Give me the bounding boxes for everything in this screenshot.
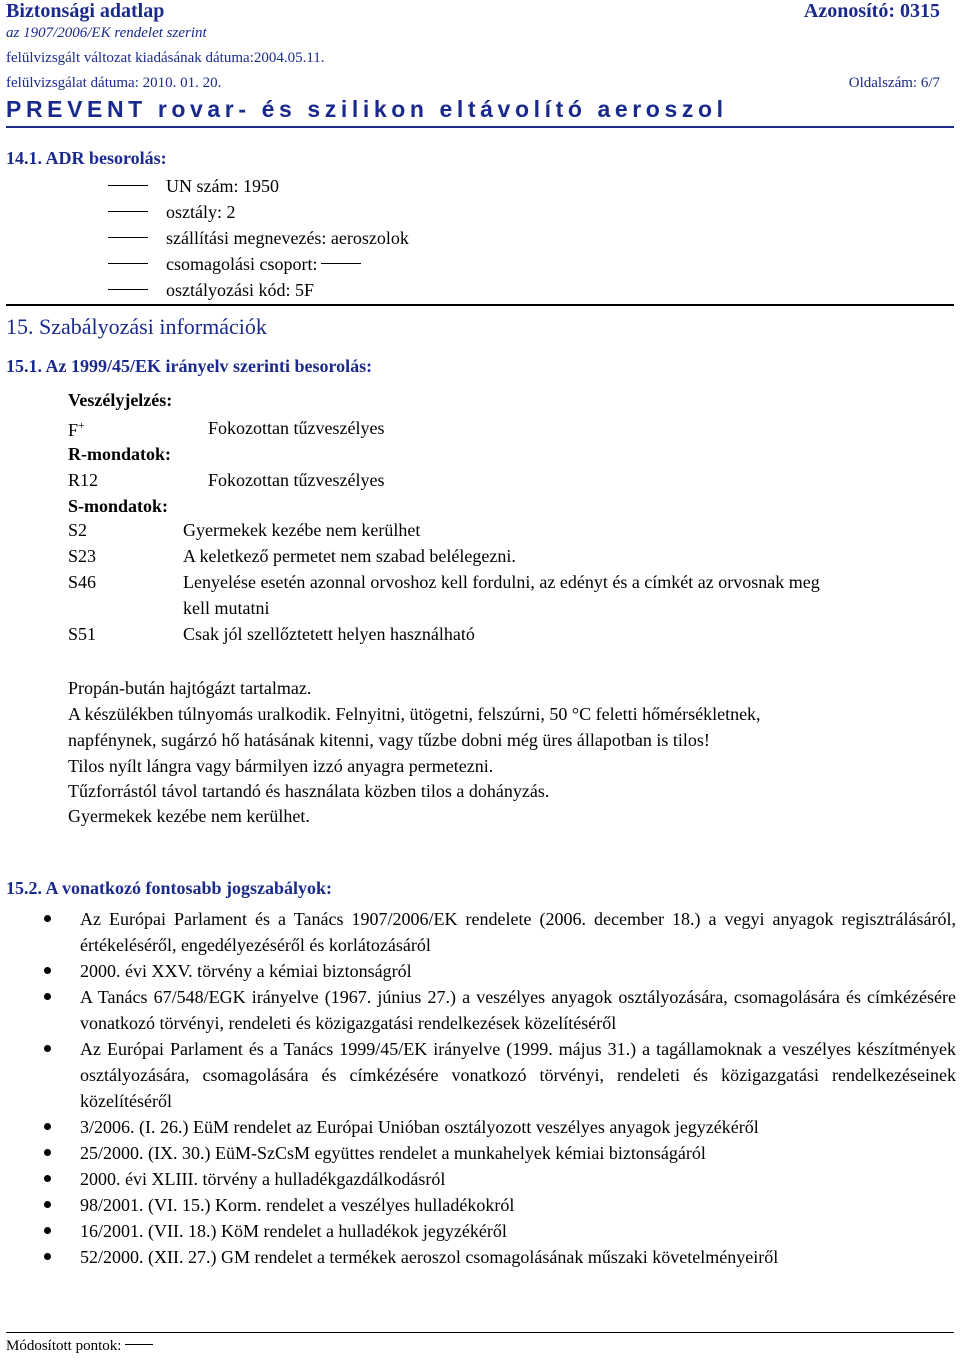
header-divider [6, 126, 954, 128]
list-item: 3/2006. (I. 26.) EüM rendelet az Európai Unióban osztályozott veszélyes anyagok jegyzékéről [44, 1114, 956, 1140]
s-phrase-text: Lenyelése esetén azonnal orvoshoz kell fordulni, az edényt és a címkét az orvosnak meg [183, 572, 820, 592]
adr-item: UN szám: 1950 [108, 176, 279, 197]
r-phrase-text: Fokozottan tűzveszélyes [208, 470, 385, 490]
list-item: 2000. évi XLIII. törvény a hulladékgazdálkodásról [44, 1166, 956, 1192]
bullet-icon [44, 1149, 51, 1156]
note-line: A készülékben túlnyomás uralkodik. Felnyitni, ütögetni, felszúrni, 50 °C feletti hőmérsékletnek, [68, 704, 761, 724]
dash-icon [125, 1344, 153, 1345]
bullet-icon [44, 1175, 51, 1182]
s-phrase-code: S2 [68, 520, 88, 540]
list-item: Az Európai Parlament és a Tanács 1907/2006/EK rendelete (2006. december 18.) a vegyi anyagok regisztrálásáról, értékeléséről, engedélyezéséről és korlátozásáról [44, 906, 956, 958]
list-item: 2000. évi XXV. törvény a kémiai biztonságról [44, 958, 956, 984]
list-item: 98/2001. (VI. 15.) Korm. rendelet a veszélyes hulladékokról [44, 1192, 956, 1218]
list-item: 25/2000. (IX. 30.) EüM-SzCsM együttes rendelet a munkahelyek kémiai biztonságáról [44, 1140, 956, 1166]
dash-icon [108, 211, 148, 212]
s-phrase-text: A keletkező permetet nem szabad belélegezni. [183, 546, 516, 566]
regulation-line: az 1907/2006/EK rendelet szerint [6, 25, 207, 41]
dash-icon [108, 263, 148, 264]
bullet-icon [44, 967, 51, 974]
bullet-icon [44, 1201, 51, 1208]
hazard-symbol: F+ [68, 418, 85, 440]
bullet-icon [44, 1123, 51, 1130]
review-date-line: felülvizsgálat dátuma: 2010. 01. 20. [6, 75, 222, 91]
s-phrase-code: S51 [68, 624, 97, 644]
note-line: Tilos nyílt lángra vagy bármilyen izzó anyagra permetezni. [68, 756, 494, 776]
modified-points: Módosított pontok: [6, 1338, 153, 1355]
bullet-icon [44, 1045, 51, 1052]
s-phrase-code: S23 [68, 546, 97, 566]
bullet-icon [44, 1253, 51, 1260]
bullet-icon [44, 1227, 51, 1234]
adr-item: osztály: 2 [108, 202, 236, 223]
hazard-text: Fokozottan tűzveszélyes [208, 418, 385, 438]
adr-heading: 14.1. ADR besorolás: [6, 148, 167, 168]
section-divider [6, 304, 954, 306]
dash-icon [108, 185, 148, 186]
adr-item: csomagolási csoport: [108, 254, 361, 275]
dash-icon [108, 289, 148, 290]
note-line: Gyermekek kezébe nem kerülhet. [68, 806, 310, 826]
adr-item: szállítási megnevezés: aeroszolok [108, 228, 409, 249]
s-phrases-label: S-mondatok: [68, 496, 169, 516]
note-line: Tűzforrástól távol tartandó és használata közben tilos a dohányzás. [68, 781, 550, 801]
page-number: Oldalszám: 6/7 [848, 75, 940, 91]
bullet-icon [44, 915, 51, 922]
note-line: napfénynek, sugárzó hő hatásának kitenni, vagy tűzbe dobni még üres állapotban is tilos! [68, 730, 710, 750]
footer-divider [6, 1332, 954, 1333]
dash-icon [108, 237, 148, 238]
r-phrase-code: R12 [68, 470, 99, 490]
laws-list [44, 906, 956, 1270]
bullet-icon [44, 993, 51, 1000]
s-phrase-text: Gyermekek kezébe nem kerülhet [183, 520, 421, 540]
list-item: A Tanács 67/548/EGK irányelve (1967. június 27.) a veszélyes anyagok osztályozására, csomagolására és címkézésére vonatkozó törvényi, rendeleti és közigazgatási rendelkezések közelítéséről [44, 984, 956, 1036]
list-item: 52/2000. (XII. 27.) GM rendelet a termékek aeroszol csomagolásának műszaki követelményeiről [44, 1244, 956, 1270]
section-15-2-heading: 15.2. A vonatkozó fontosabb jogszabályok: [6, 878, 333, 898]
list-item: Az Európai Parlament és a Tanács 1999/45/EK irányelve (1999. május 31.) a tagállamoknak a veszélyes készítmények osztályozására, csomagolására és címkézésére vonatkozó törvényi, rendeleti és közigazgatási rendelkezéseinek közelítéséről [44, 1036, 956, 1114]
s-phrase-code: S46 [68, 572, 97, 592]
product-name: PREVENT rovar- és szilikon eltávolító aeroszol [6, 96, 728, 122]
hazard-label: Veszélyjelzés: [68, 390, 173, 410]
revision-date-line: felülvizsgált változat kiadásának dátuma:2004.05.11. [6, 50, 325, 66]
note-line: Propán-bután hajtógázt tartalmaz. [68, 678, 312, 698]
s-phrase-text: Csak jól szellőztetett helyen használható [183, 624, 475, 644]
list-item: 16/2001. (VII. 18.) KöM rendelet a hulladékok jegyzékéről [44, 1218, 956, 1244]
section-15-1-heading: 15.1. Az 1999/45/EK irányelv szerinti besorolás: [6, 356, 373, 376]
dash-icon [321, 263, 361, 264]
document-id: Azonosító: 0315 [803, 0, 940, 22]
s-phrase-text-continued: kell mutatni [183, 598, 270, 618]
adr-item: osztályozási kód: 5F [108, 280, 314, 301]
r-phrases-label: R-mondatok: [68, 444, 172, 464]
section-15-heading: 15. Szabályozási információk [6, 314, 267, 339]
document-title: Biztonsági adatlap [6, 0, 165, 22]
